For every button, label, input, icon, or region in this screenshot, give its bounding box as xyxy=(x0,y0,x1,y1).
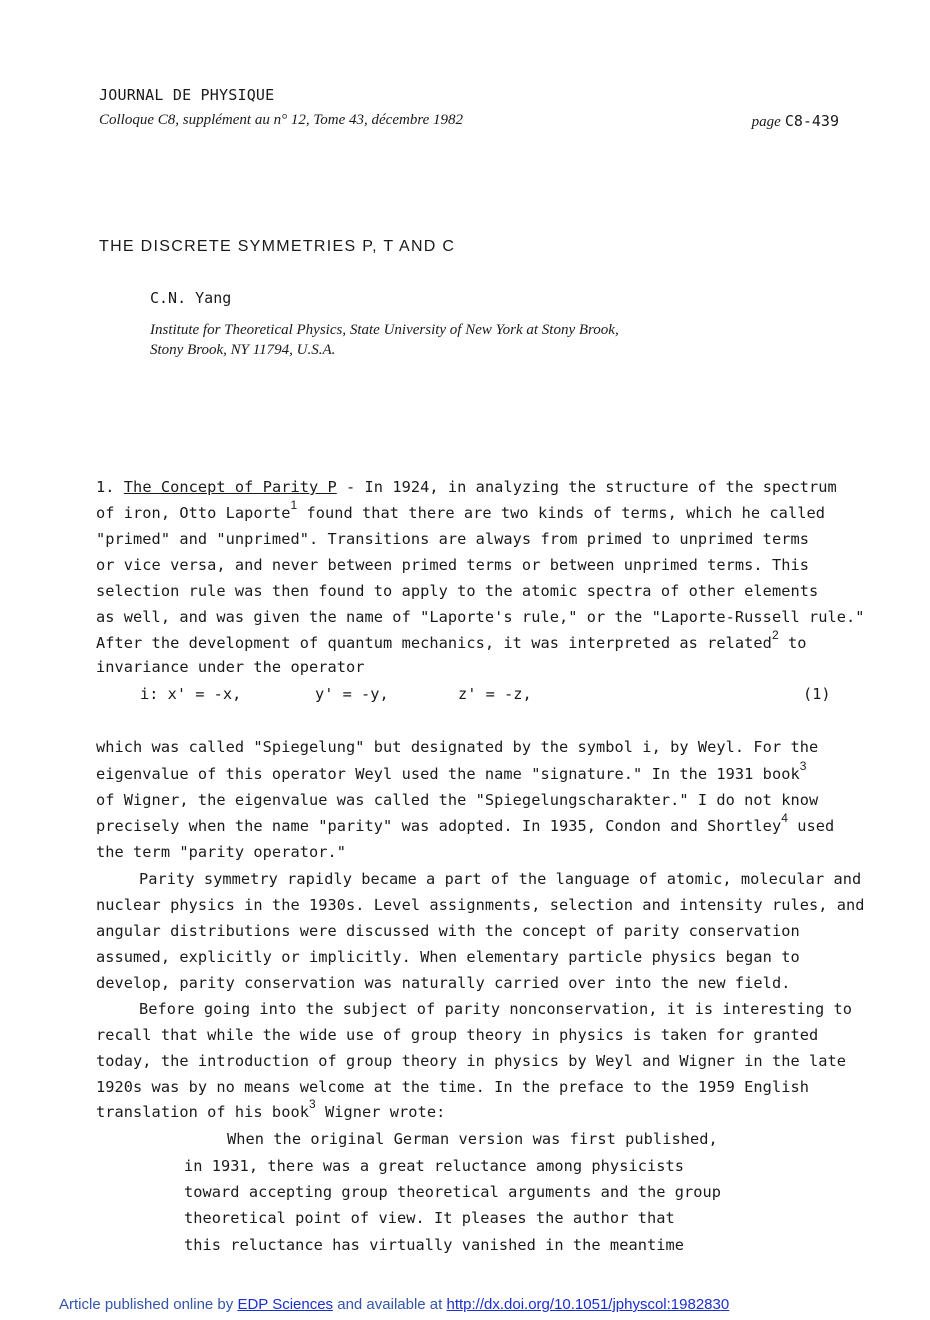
section-number: 1. xyxy=(96,478,115,496)
section-1-line-7: After the development of quantum mechanics, it was interpreted as related$^2$ to xyxy=(96,628,807,652)
section-1-line-4: or vice versa, and never between primed terms or between unprimed terms. This xyxy=(96,556,809,574)
para-4-line-4: 1920s was by no means welcome at the time. In the preface to the 1959 English xyxy=(96,1078,809,1096)
section-1-line-6: as well, and was given the name of "Laporte's rule," or the "Laporte-Russell rule." xyxy=(96,608,865,626)
section-1-line-8: invariance under the operator xyxy=(96,658,365,676)
publication-footer xyxy=(59,1296,729,1313)
quote-line-1: When the original German version was first published, xyxy=(227,1130,718,1148)
para-3-line-2: nuclear physics in the 1930s. Level assignments, selection and intensity rules, and xyxy=(96,896,865,914)
page-number xyxy=(752,112,839,131)
para-3-line-3: angular distributions were discussed with the concept of parity conservation xyxy=(96,922,800,940)
para-3-line-4: assumed, explicitly or implicitly. When elementary particle physics began to xyxy=(96,948,800,966)
page-number-value: C8-439 xyxy=(784,112,839,130)
para-3-line-5: develop, parity conservation was naturally carried over into the new field. xyxy=(96,974,791,992)
para-2-line-1: which was called "Spiegelung" but designated by the symbol i, by Weyl. For the xyxy=(96,738,819,756)
colloque-citation: Colloque C8, supplément au n° 12, Tome 43, décembre 1982 xyxy=(99,112,464,128)
footnote-ref: 3 xyxy=(799,759,807,773)
quote-line-4: theoretical point of view. It pleases the author that xyxy=(184,1209,675,1227)
para-4-line-2: recall that while the wide use of group theory in physics is taken for granted xyxy=(96,1026,819,1044)
section-heading: The Concept of Parity P xyxy=(123,478,337,496)
footnote-ref: 3 xyxy=(308,1097,316,1111)
para-3-line-1: Parity symmetry rapidly became a part of the language of atomic, molecular and xyxy=(139,870,862,888)
quote-line-2: in 1931, there was a great reluctance among physicists xyxy=(184,1157,685,1175)
para-2-line-3: of Wigner, the eigenvalue was called the "Spiegelungscharakter." I do not know xyxy=(96,791,819,809)
journal-name: JOURNAL DE PHYSIQUE xyxy=(99,86,275,104)
para-2-line-2: eigenvalue of this operator Weyl used the name "signature." In the 1931 book$^3$ xyxy=(96,759,807,783)
author-affiliation-line-1: Institute for Theoretical Physics, State University of New York at Stony Brook, xyxy=(150,322,619,338)
author-name: C.N. Yang xyxy=(150,289,232,307)
doi-link[interactable]: http://dx.doi.org/10.1051/jphyscol:1982830 xyxy=(446,1296,730,1313)
paper-title: THE DISCRETE SYMMETRIES P, T AND C xyxy=(99,238,456,255)
para-4-line-5: translation of his book$^3$ Wigner wrote: xyxy=(96,1097,446,1121)
footer-prefix: Article published online by xyxy=(59,1296,234,1313)
footnote-ref: 2 xyxy=(771,628,779,642)
section-1-line-5: selection rule was then found to apply to the atomic spectra of other elements xyxy=(96,582,819,600)
quote-line-5: this reluctance has virtually vanished in the meantime xyxy=(184,1236,685,1254)
page-label: page xyxy=(751,114,781,130)
section-1-line-1: 1. The Concept of Parity P - In 1924, in analyzing the structure of the spectrum xyxy=(96,478,837,496)
equation-number: (1) xyxy=(803,685,831,703)
para-2-line-4: precisely when the name "parity" was adopted. In 1935, Condon and Shortley$^4$ used xyxy=(96,811,835,835)
footnote-ref: 1 xyxy=(290,498,298,512)
equation-z: z' = -z, xyxy=(458,685,532,703)
para-2-line-5: the term "parity operator." xyxy=(96,843,347,861)
publisher-link[interactable]: EDP Sciences xyxy=(237,1296,334,1313)
author-affiliation-line-2: Stony Brook, NY 11794, U.S.A. xyxy=(150,342,336,358)
equation-y: y' = -y, xyxy=(315,685,389,703)
section-1-line-2: of iron, Otto Laporte$^1$ found that there are two kinds of terms, which he called xyxy=(96,498,825,522)
footnote-ref: 4 xyxy=(781,811,788,825)
para-4-line-3: today, the introduction of group theory in physics by Weyl and Wigner in the late xyxy=(96,1052,847,1070)
footer-middle: and available at xyxy=(337,1296,443,1313)
para-4-line-1: Before going into the subject of parity nonconservation, it is interesting to xyxy=(139,1000,852,1018)
quote-line-3: toward accepting group theoretical arguments and the group xyxy=(184,1183,722,1201)
section-1-line-3: "primed" and "unprimed". Transitions are always from primed to unprimed terms xyxy=(96,530,809,548)
equation-x: i: x' = -x, xyxy=(140,685,242,703)
